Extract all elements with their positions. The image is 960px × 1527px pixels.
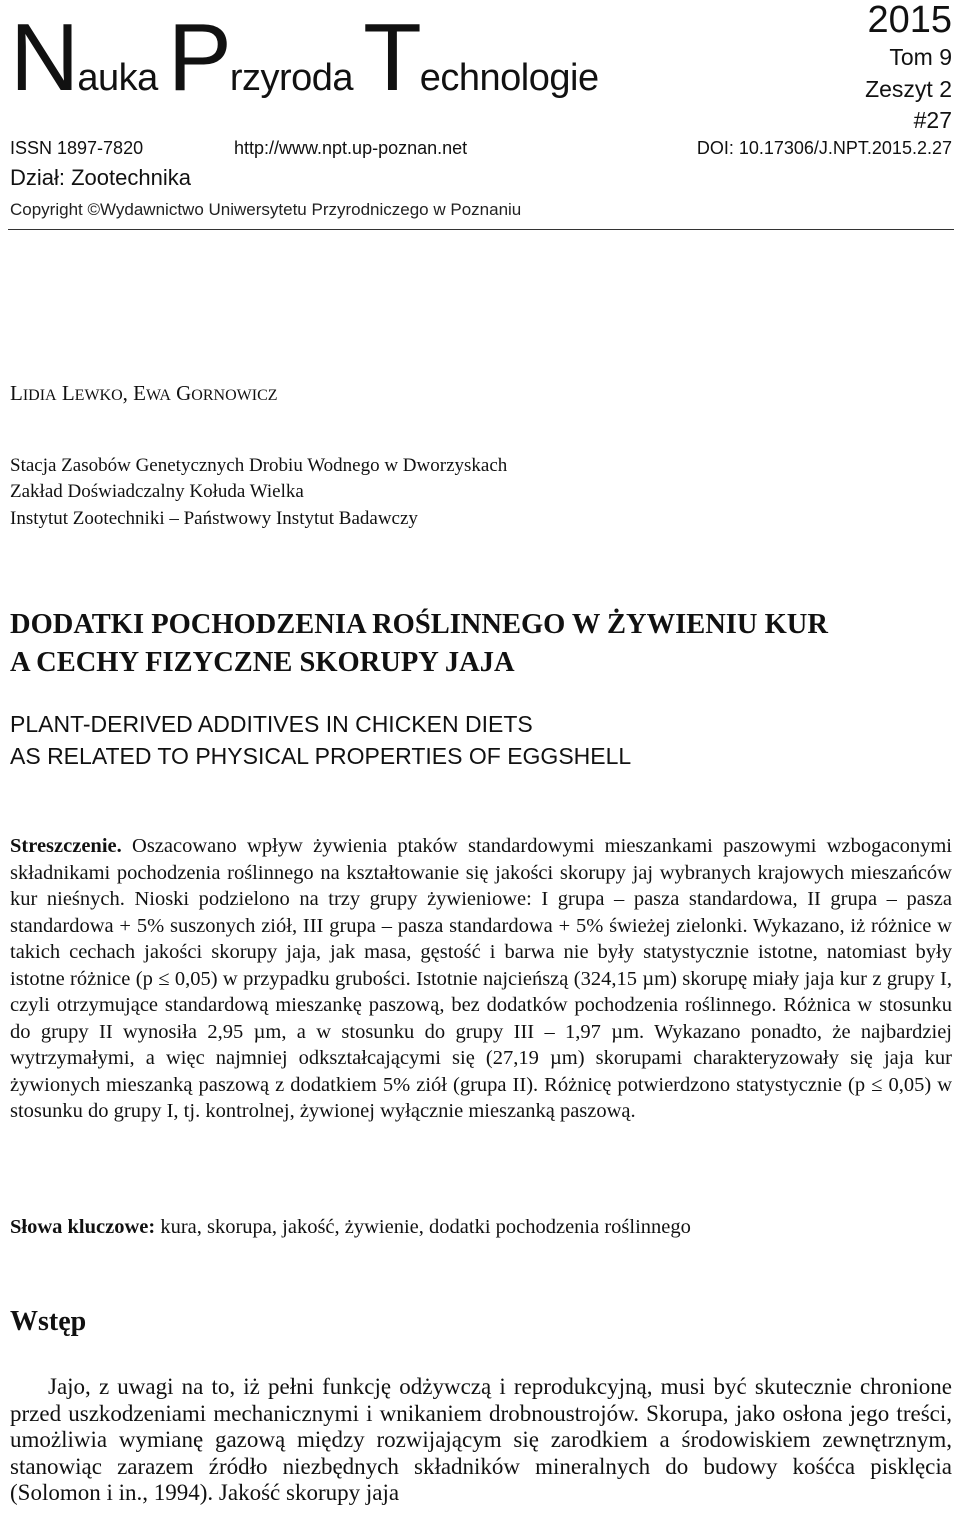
affiliation-line-1: Stacja Zasobów Genetycznych Drobiu Wodnego w Dworzyskach [10, 455, 508, 476]
issue-volume: Tom 9 [889, 44, 952, 70]
author1-last-initial: L [61, 381, 75, 405]
author2-first-rest: WA [145, 387, 171, 404]
doi[interactable]: DOI: 10.17306/J.NPT.2015.2.27 [696, 138, 952, 158]
affiliation-line-2: Zakład Doświadczalny Kołuda Wielka [10, 481, 304, 502]
issn: ISSN 1897-7820 [10, 138, 144, 158]
title-pl-line-2: A CECHY FIZYCZNE SKORUPY JAJA [10, 647, 515, 678]
section-heading-intro: Wstęp [10, 1306, 87, 1337]
affiliation-line-3: Instytut Zootechniki – Państwowy Instytut Badawczy [10, 508, 418, 529]
journal-word-nauka: auka [77, 57, 168, 99]
header-rule [8, 229, 954, 230]
journal-initial-t: T [363, 4, 420, 111]
article-number: #27 [913, 107, 952, 133]
journal-word-technologie: echnologie [419, 57, 599, 99]
author2-last-initial: G [176, 381, 192, 405]
journal-initial-p: P [167, 4, 230, 111]
author2-last-rest: ORNOWICZ [191, 387, 278, 404]
title-en-line-1: PLANT-DERIVED ADDITIVES IN CHICKEN DIETS [10, 711, 533, 737]
keywords-text: kura, skorupa, jakość, żywienie, dodatki pochodzenia roślinnego [155, 1216, 691, 1238]
title-pl-line-1: DODATKI POCHODZENIA ROŚLINNEGO W ŻYWIENIU KUR [10, 609, 828, 640]
abstract-text: Oszacowano wpływ żywienia ptaków standardowymi mieszankami paszowymi wzbogaconymi składnikami pochodzenia roślinnego na kształtowanie się jakości skorupy jaj wybranych krajowych mieszańców kur nieśnych. Nioski podzielono na trzy grupy żywieniowe: I grupa – pasza standardowa, II grupa – pasza standardowa + 5% suszonych ziół, III grupa – pasza standardowa + 5% świeżej zielonki. Wykazano, iż różnice w takich cechach jakości skorupy jaja, jak masa, gęstość i barwa nie były statystycznie istotne, natomiast były istotne różnice (p ≤ 0,05) w przypadku grubości. Istotnie najcieńszą (324,15 µm) skorupę miały jaja kur z grupy I, czyli otrzymujące standardową mieszankę paszową, bez dodatków pochodzenia roślinnego. Różnica w stosunku do grupy II wynosiła 2,95 µm, a w stosunku do grupy III – 1,97 µm. Wykazano ponadto, że najbardziej wytrzymałymi, a więc najmniej odkształcającymi się (27,19 µm) skorupami charakteryzowały się jaja kur żywionych mieszanką paszową z dodatkiem 5% ziół (grupa II). Różnicę potwierdzono statystycznie (p ≤ 0,05) w stosunku do grupy I, tj. kontrolnej, żywionej wyłącznie mieszanką paszową. [10, 835, 952, 1122]
section-label: Dział: Zootechnika [10, 165, 191, 190]
abstract [10, 833, 952, 1125]
author1-last-rest: EWKO [74, 387, 123, 404]
abstract-label: Streszczenie. [10, 835, 122, 857]
author1-first-rest: IDIA [22, 387, 57, 404]
journal-title [10, 4, 599, 111]
copyright: Copyright ©Wydawnictwo Uniwersytetu Przyrodniczego w Poznaniu [10, 200, 522, 219]
authors: LIDIA LEWKO, EWA GORNOWICZ [10, 381, 278, 405]
author1-first-initial: L [10, 381, 23, 405]
journal-initial-n: N [10, 4, 78, 111]
author2-first-initial: E [133, 381, 146, 405]
intro-paragraph: Jajo, z uwagi na to, iż pełni funkcję odżywczą i reprodukcyjną, musi być skutecznie chronione przed uszkodzeniami mechanicznymi i wnikaniem drobnoustrojów. Skorupa, jako osłona jego treści, umożliwia wymianę gazową między rozwijającym się zarodkiem a środowiskiem zewnętrznym, stanowiąc zarazem źródło niezbędnych składników mineralnych do budowy kośćca pisklęcia (Solomon i in., 1994). Jakość skorupy jaja [10, 1374, 952, 1505]
keywords-label: Słowa kluczowe: [10, 1216, 156, 1238]
title-en-line-2: AS RELATED TO PHYSICAL PROPERTIES OF EGGSHELL [10, 743, 632, 769]
journal-url[interactable]: http://www.npt.up-poznan.net [234, 138, 468, 158]
journal-word-przyroda: rzyroda [229, 57, 364, 99]
keywords [10, 1214, 952, 1241]
issue-year: 2015 [867, 0, 952, 41]
issue-number: Zeszyt 2 [865, 76, 952, 102]
